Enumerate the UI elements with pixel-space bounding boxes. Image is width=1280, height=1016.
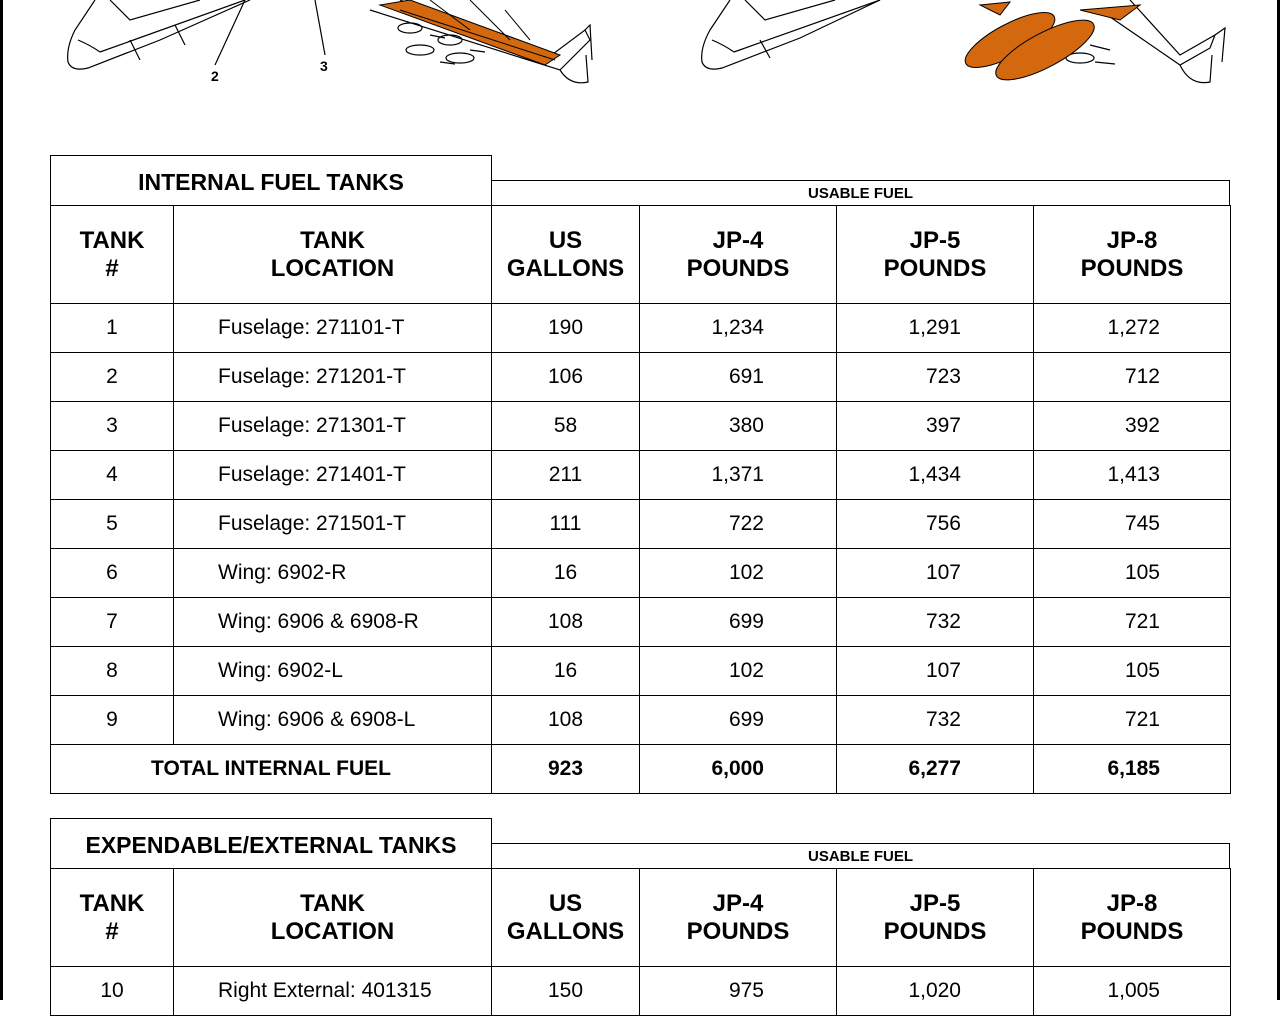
internal-table-title: INTERNAL FUEL TANKS	[50, 155, 492, 205]
cell-gallons: 58	[492, 402, 640, 451]
cell-jp5: 1,291	[837, 304, 1034, 353]
internal-fuel-table	[50, 205, 1231, 794]
cell-jp5: 1,434	[837, 451, 1034, 500]
cell-tank-num: 1	[51, 304, 174, 353]
cell-gallons: 106	[492, 353, 640, 402]
header-tank-location: TANK LOCATION	[174, 869, 492, 967]
cell-location: Wing: 6902-L	[174, 647, 492, 696]
cell-jp4: 691	[640, 353, 837, 402]
cell-jp8: 712	[1034, 353, 1231, 402]
header-tank-location: TANK LOCATION	[174, 206, 492, 304]
table-row	[51, 451, 1231, 500]
cell-jp8: 392	[1034, 402, 1231, 451]
table-row	[51, 696, 1231, 745]
table-header-row	[51, 206, 1231, 304]
cell-location: Fuselage: 271301-T	[174, 402, 492, 451]
internal-fuel-table-block	[50, 155, 1230, 796]
table-row	[51, 598, 1231, 647]
cell-jp5: 732	[837, 598, 1034, 647]
cell-jp8: 1,272	[1034, 304, 1231, 353]
table-row	[51, 304, 1231, 353]
cell-jp8: 1,413	[1034, 451, 1231, 500]
header-jp5-pounds: JP-5 POUNDS	[837, 869, 1034, 967]
aircraft-illustration	[0, 0, 1280, 110]
cell-jp5: 723	[837, 353, 1034, 402]
cell-jp4: 699	[640, 598, 837, 647]
cell-gallons: 211	[492, 451, 640, 500]
cell-tank-num: 7	[51, 598, 174, 647]
cell-jp8: 745	[1034, 500, 1231, 549]
cell-location: Right External: 401315	[174, 967, 492, 1016]
internal-usable-fuel-label: USABLE FUEL	[492, 180, 1230, 205]
header-jp8-pounds: JP-8 POUNDS	[1034, 206, 1231, 304]
external-table-title: EXPENDABLE/EXTERNAL TANKS	[50, 818, 492, 868]
table-row	[51, 353, 1231, 402]
cell-jp8: 721	[1034, 598, 1231, 647]
total-jp8: 6,185	[1034, 745, 1231, 794]
cell-jp4: 102	[640, 549, 837, 598]
cell-tank-num: 3	[51, 402, 174, 451]
page-border-left	[0, 0, 3, 1000]
cell-location: Fuselage: 271101-T	[174, 304, 492, 353]
total-gallons: 923	[492, 745, 640, 794]
cell-gallons: 108	[492, 696, 640, 745]
cell-gallons: 16	[492, 549, 640, 598]
callout-3: 3	[320, 58, 328, 74]
aircraft-diagram	[0, 0, 1280, 110]
cell-tank-num: 9	[51, 696, 174, 745]
cell-jp4: 722	[640, 500, 837, 549]
table-row	[51, 500, 1231, 549]
total-jp5: 6,277	[837, 745, 1034, 794]
cell-jp4: 699	[640, 696, 837, 745]
cell-tank-num: 8	[51, 647, 174, 696]
cell-gallons: 150	[492, 967, 640, 1016]
cell-jp8: 105	[1034, 647, 1231, 696]
right-aircraft	[702, 0, 1225, 83]
external-fuel-table	[50, 868, 1231, 1016]
cell-location: Wing: 6906 & 6908-L	[174, 696, 492, 745]
cell-gallons: 190	[492, 304, 640, 353]
cell-gallons: 16	[492, 647, 640, 696]
cell-jp8: 721	[1034, 696, 1231, 745]
cell-jp4: 1,371	[640, 451, 837, 500]
cell-location: Fuselage: 271401-T	[174, 451, 492, 500]
total-label: TOTAL INTERNAL FUEL	[51, 745, 492, 794]
table-row	[51, 967, 1231, 1016]
cell-gallons: 111	[492, 500, 640, 549]
header-jp5-pounds: JP-5 POUNDS	[837, 206, 1034, 304]
cell-jp5: 756	[837, 500, 1034, 549]
cell-tank-num: 4	[51, 451, 174, 500]
cell-jp5: 397	[837, 402, 1034, 451]
total-row	[51, 745, 1231, 794]
cell-location: Wing: 6902-R	[174, 549, 492, 598]
header-tank-num: TANK #	[51, 869, 174, 967]
callout-2: 2	[211, 68, 219, 84]
cell-gallons: 108	[492, 598, 640, 647]
header-jp4-pounds: JP-4 POUNDS	[640, 206, 837, 304]
external-fuel-table-block	[50, 818, 1230, 1000]
cell-tank-num: 6	[51, 549, 174, 598]
table-row	[51, 402, 1231, 451]
header-us-gallons: US GALLONS	[492, 206, 640, 304]
table-row	[51, 549, 1231, 598]
cell-tank-num: 2	[51, 353, 174, 402]
cell-location: Fuselage: 271501-T	[174, 500, 492, 549]
cell-tank-num: 10	[51, 967, 174, 1016]
header-tank-num: TANK #	[51, 206, 174, 304]
total-jp4: 6,000	[640, 745, 837, 794]
external-usable-fuel-label: USABLE FUEL	[492, 843, 1230, 868]
cell-jp5: 1,020	[837, 967, 1034, 1016]
cell-jp5: 107	[837, 549, 1034, 598]
table-row	[51, 647, 1231, 696]
cell-jp5: 107	[837, 647, 1034, 696]
header-jp4-pounds: JP-4 POUNDS	[640, 869, 837, 967]
cell-jp8: 1,005	[1034, 967, 1231, 1016]
cell-jp4: 102	[640, 647, 837, 696]
cell-location: Fuselage: 271201-T	[174, 353, 492, 402]
header-us-gallons: US GALLONS	[492, 869, 640, 967]
cell-jp4: 1,234	[640, 304, 837, 353]
cell-jp5: 732	[837, 696, 1034, 745]
cell-jp8: 105	[1034, 549, 1231, 598]
cell-jp4: 380	[640, 402, 837, 451]
header-jp8-pounds: JP-8 POUNDS	[1034, 869, 1231, 967]
cell-location: Wing: 6906 & 6908-R	[174, 598, 492, 647]
table-header-row	[51, 869, 1231, 967]
cell-tank-num: 5	[51, 500, 174, 549]
cell-jp4: 975	[640, 967, 837, 1016]
